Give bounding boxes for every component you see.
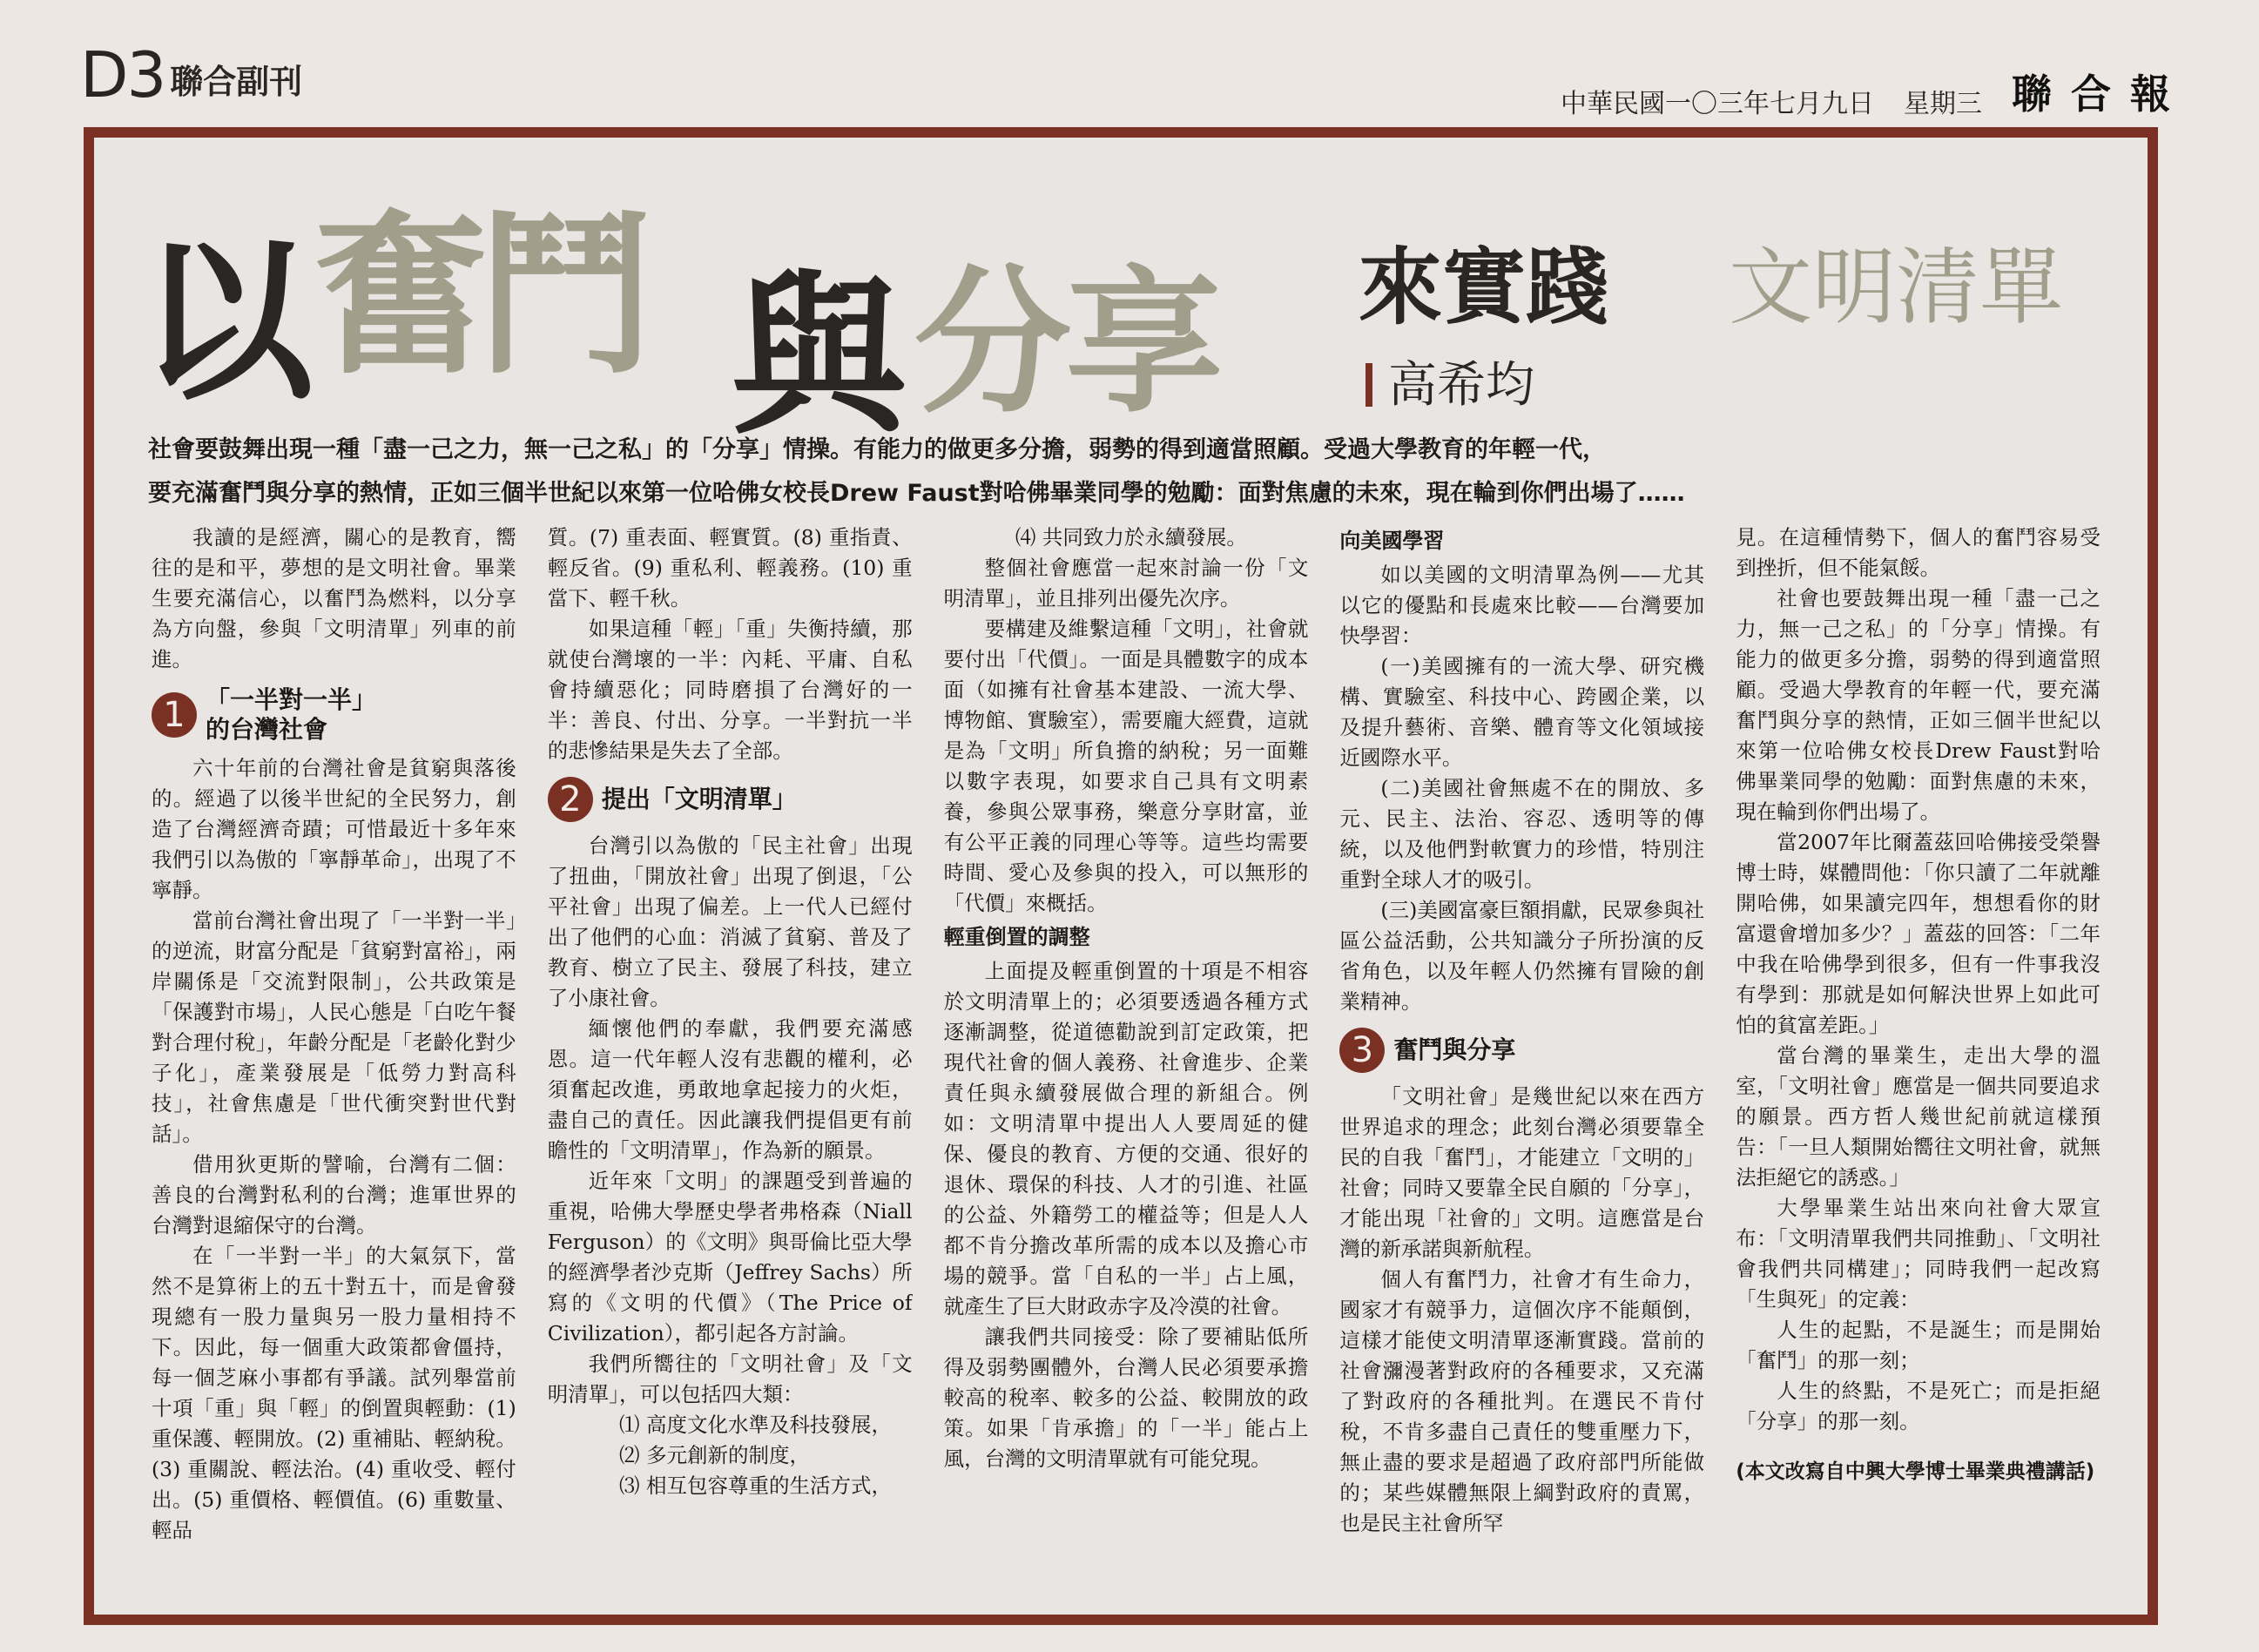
source-note: (本文改寫自中興大學博士畢業典禮講話): [1736, 1460, 2095, 1483]
paragraph: 如果這種「輕」「重」失衡持續，那就使台灣壞的一半：內耗、平庸、自私會持續惡化；同時磨損了台灣好的一半：善良、付出、分享。一半對抗一半的悲慘結果是失去了全部。: [547, 617, 913, 763]
paragraph: 質。(7) 重表面、輕實質。(8) 重指責、輕反省。(9) 重私利、輕義務。(10) 重當下、輕千秋。: [547, 525, 913, 610]
headline-part-3: 與: [732, 256, 907, 459]
paragraph: 在「一半對一半」的大氣氛下，當然不是算術上的五十對五十，而是會發現總有一股力量與另一股力量相持不下。因此，每一個重大政策都會僵持，每一個芝麻小事都有爭議。試列舉當前十項「重」與「輕」的倒置與輕動：(1) 重保護、輕開放。(2) 重補貼、輕納稅。(3) 重關說、輕法治。(4) 重收受、輕付出。(5) 重價格、輕價值。(6) 重數量、輕品: [152, 1244, 516, 1542]
intro-lead: [148, 428, 2107, 516]
section-2-heading: [548, 777, 913, 822]
section-title: 提出「文明清單」: [601, 785, 797, 813]
column-4: [1339, 523, 1704, 1572]
paragraph: (三)美國富豪巨額捐獻，民眾參與社區公益活動，公共知識分子所扮演的反省角色，以及年輕人仍然擁有冒險的創業精神。: [1339, 898, 1705, 1014]
article-columns: [152, 523, 2101, 1572]
headline-sub-dark: 來實踐: [1359, 239, 1609, 336]
list-item: ⑶ 相互包容尊重的生活方式，: [619, 1473, 893, 1498]
paragraph: 大學畢業生站出來向社會大眾宣布：「文明清單我們共同推動」、「文明社會我們共同構建」；同時我們一起改寫「生與死」的定義：: [1736, 1196, 2101, 1311]
column-1: [152, 523, 516, 1572]
list-item: ⑵ 多元創新的制度，: [619, 1443, 811, 1467]
column-5: [1736, 523, 2101, 1572]
paragraph: 個人有奮鬥力，社會才有生命力，國家才有競爭力，這個次序不能顛倒，這樣才能使文明清單逐漸實踐。當前的社會瀰漫著對政府的各種要求，又充滿了對政府的各種批判。在選民不肯付稅，不肯多盡自己責任的雙重壓力下，無止盡的要求是超過了政府部門所能做的；某些媒體無限上綱對政府的責罵，也是民主社會所罕: [1339, 1267, 1705, 1535]
paragraph: 見。在這種情勢下，個人的奮鬥容易受到挫折，但不能氣餒。: [1736, 525, 2101, 580]
paragraph: 緬懷他們的奉獻，我們要充滿感恩。這一代年輕人沒有悲觀的權利，必須奮起改進，勇敢地拿起接力的火炬，盡自己的責任。因此讓我們提倡更有前瞻性的「文明清單」，作為新的願景。: [547, 1016, 913, 1163]
section-title-line: 的台灣社會: [206, 715, 328, 744]
paragraph: 台灣引以為傲的「民主社會」出現了扭曲，「開放社會」出現了倒退，「公平社會」出現了偏差。上一代人已經付出了他們的心血：消滅了貧窮、普及了教育、樹立了民主、發展了科技，建立了小康社會。: [547, 833, 913, 1010]
paragraph: (二)美國社會無處不在的開放、多元、民主、法治、容忍、透明等的傳統，以及他們對軟實力的珍惜，特別注重對全球人才的吸引。: [1339, 776, 1705, 892]
paragraph: 社會也要鼓舞出現一種「盡一己之力，無一己之私」的「分享」情操。有能力的做更多分擔，弱勢的得到適當照顧。受過大學教育的年輕一代，要充滿奮鬥與分享的熱情，正如三個半世紀以來第一位哈佛女校長Drew Faust對哈佛畢業同學的勉勵：面對焦慮的未來，現在輪到你們出場了。: [1736, 586, 2101, 824]
paragraph: 人生的起點，不是誕生；而是開始「奮鬥」的那一刻；: [1736, 1318, 2101, 1372]
paragraph: 六十年前的台灣社會是貧窮與落後的。經過了以後半世紀的全民努力，創造了台灣經濟奇蹟；可惜最近十多年來我們引以為傲的「寧靜革命」，出現了不寧靜。: [152, 756, 516, 902]
paragraph: 上面提及輕重倒置的十項是不相容於文明清單上的；必須要透過各種方式逐漸調整，從道德勸說到訂定政策，把現代社會的個人義務、社會進步、企業責任與永續發展做合理的新組合。例如：文明清單中提出人人要周延的健保、優良的教育、方便的交通、很好的退休、環保的科技、人才的引進、社區的公益、外籍勞工的權益等；但是人人都不肯分擔改革所需的成本以及擔心市場的競爭。當「自私的一半」占上風，就產生了巨大財政赤字及冷漠的社會。: [943, 959, 1309, 1318]
list-item: ⑴ 高度文化水準及科技發展，: [619, 1413, 893, 1437]
paragraph: 「文明社會」是幾世紀以來在西方世界追求的理念；此刻台灣必須要靠全民的自我「奮鬥」，才能建立「文明的」社會；同時又要靠全民自願的「分享」，才能出現「社會的」文明。這應當是台灣的新承諾與新航程。: [1339, 1084, 1705, 1261]
intro-line-2: 要充滿奮鬥與分享的熱情，正如三個半世紀以來第一位哈佛女校長Drew Faust對哈佛畢業同學的勉勵：面對焦慮的未來，現在輪到你們出場了……: [148, 480, 1685, 507]
section-title-line: 「一半對一半」: [206, 685, 377, 714]
section-number-badge: 3: [1339, 1028, 1385, 1073]
intro-line-1: 社會要鼓舞出現一種「盡一己之力，無一己之私」的「分享」情操。有能力的做更多分擔，弱勢的得到適當照顧。受過大學教育的年輕一代，: [148, 436, 1606, 463]
section-name: 聯合副刊: [170, 63, 303, 101]
paragraph: 人生的終點，不是死亡；而是拒絕「分享」的那一刻。: [1736, 1379, 2101, 1433]
section-1-heading: [152, 685, 516, 745]
paragraph: 我們所嚮往的「文明社會」及「文明清單」，可以包括四大類：: [547, 1352, 913, 1406]
headline-part-4: 分享: [914, 253, 1218, 435]
paragraph: 如以美國的文明清單為例——尤其以它的優點和長處來比較——台灣要加快學習：: [1339, 563, 1705, 648]
paragraph: (一)美國擁有的一流大學、研究機構、實驗室、科技中心、跨國企業，以及提升藝術、音樂、體育等文化領域接近國際水平。: [1339, 654, 1705, 770]
column-2: [548, 523, 913, 1572]
column-3: [944, 523, 1309, 1572]
page-number: D3: [80, 38, 165, 111]
byline: [1366, 347, 1534, 416]
section-3-heading: [1339, 1028, 1704, 1073]
subheading: 輕重倒置的調整: [943, 925, 1090, 949]
paragraph: 要構建及維繫這種「文明」，社會就要付出「代價」。一面是具體數字的成本面（如擁有社會基本建設、一流大學、博物館、實驗室），需要龐大經費，這就是為「文明」所負擔的納稅；另一面難以數字表現，如要求自己具有文明素養，參與公眾事務，樂意分享財富，並有公平正義的同理心等等。這些均需要時間、愛心及參與的投入，可以無形的「代價」來概括。: [943, 617, 1309, 915]
paragraph: 近年來「文明」的課題受到普遍的重視，哈佛大學歷史學者弗格森（Niall Ferguson）的《文明》與哥倫比亞大學的經濟學者沙克斯（Jeffrey Sachs）所寫的《文明的代價》（The Price of Civilization），都引起各方討論。: [547, 1169, 913, 1345]
section-title: [206, 685, 376, 745]
section-number-badge: 2: [548, 777, 593, 822]
byline-bar: [1366, 363, 1372, 407]
subheading: 向美國學習: [1339, 529, 1445, 553]
headline-part-2: 奮鬥: [314, 195, 645, 398]
paragraph: 整個社會應當一起來討論一份「文明清單」，並且排列出優先次序。: [943, 556, 1309, 610]
paragraph: 當台灣的畢業生，走出大學的溫室，「文明社會」應當是一個共同要追求的願景。西方哲人幾世紀前就這樣預告：「一旦人類開始嚮往文明社會，就無法拒絕它的誘惑。」: [1736, 1043, 2101, 1190]
newspaper-name: 聯合報: [2012, 71, 2189, 118]
issue-weekday: 星期三: [1904, 89, 1982, 119]
paragraph: 我讀的是經濟，關心的是教育，嚮往的是和平，夢想的是文明社會。畢業生要充滿信心，以奮鬥為燃料，以分享為方向盤，參與「文明清單」列車的前進。: [152, 525, 516, 671]
headline-part-1: 以: [139, 221, 314, 424]
list-item: ⑷ 共同致力於永續發展。: [1015, 525, 1247, 550]
section-title: 奮鬥與分享: [1393, 1035, 1516, 1064]
paragraph: 當2007年比爾蓋茲回哈佛接受榮譽博士時，媒體問他：「你只讀了二年就離開哈佛，如果讀完四年，想想看你的財富還會增加多少？」蓋茲的回答：「二年中我在哈佛學到很多，但有一件事我沒有學到：那就是如何解決世界上如此可怕的貧富差距。」: [1736, 830, 2101, 1037]
issue-date: 中華民國一〇三年七月九日: [1561, 89, 1874, 119]
section-number-badge: 1: [152, 692, 197, 738]
paragraph: 當前台灣社會出現了「一半對一半」的逆流，財富分配是「貧窮對富裕」，兩岸關係是「交流對限制」，公共政策是「保護對市場」，人民心態是「白吃午餐對合理付稅」，年齡分配是「老齡化對少子化」，產業發展是「低勞力對高科技」，社會焦慮是「世代衝突對世代對話」。: [152, 908, 516, 1146]
masthead-right: [1561, 63, 2189, 120]
masthead-left: [80, 38, 303, 111]
author-name: 高希均: [1388, 357, 1534, 414]
paragraph: 借用狄更斯的譬喻，台灣有二個：善良的台灣對私利的台灣；進軍世界的台灣對退縮保守的台灣。: [152, 1152, 516, 1237]
paragraph: 讓我們共同接受：除了要補貼低所得及弱勢團體外，台灣人民必須要承擔較高的稅率、較多的公益、較開放的政策。如果「肯承擔」的「一半」能占上風，台灣的文明清單就有可能兌現。: [943, 1325, 1309, 1471]
headline-sub-light: 文明清單: [1729, 239, 2063, 336]
